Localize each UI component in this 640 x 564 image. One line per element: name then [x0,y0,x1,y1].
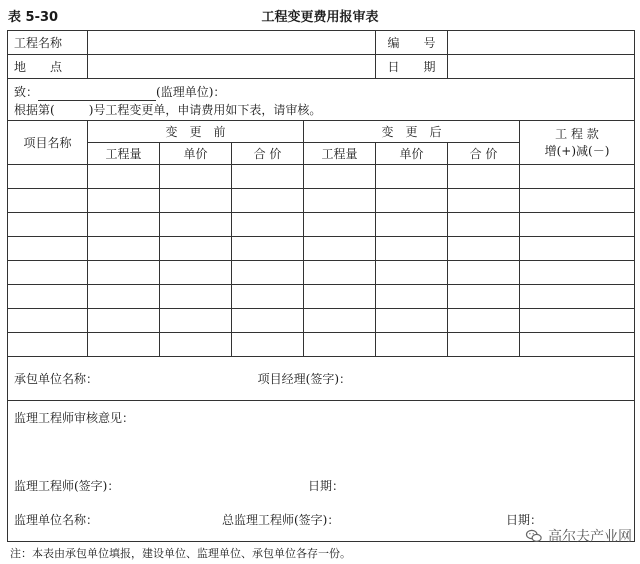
cell[interactable] [448,309,520,333]
watermark-text: 高尔夫产业网 [548,529,632,545]
item-name-header: 项目名称 [8,121,88,165]
letter-row [8,79,635,121]
cell[interactable] [8,309,88,333]
location-label: 地 点 [8,55,88,79]
footnote: 注：本表由承包单位填报，建设单位、监理单位、承包单位各存一份。 [10,547,351,560]
cell[interactable] [160,189,232,213]
cell[interactable] [160,309,232,333]
project-name-label: 工程名称 [8,31,88,55]
cell[interactable] [304,189,376,213]
cell[interactable] [8,333,88,357]
cell[interactable] [232,285,304,309]
number-field[interactable] [448,31,635,55]
table-row [8,333,635,357]
cell[interactable] [376,261,448,285]
info-row-2 [8,55,635,79]
cell[interactable] [88,189,160,213]
cell[interactable] [376,309,448,333]
letter-line-1 [14,83,628,101]
table-row [8,261,635,285]
cell[interactable] [232,165,304,189]
cell[interactable] [304,285,376,309]
table-row [8,213,635,237]
cell[interactable] [304,237,376,261]
cell[interactable] [232,261,304,285]
cell[interactable] [520,309,635,333]
contractor-unit-label: 承包单位名称： [14,372,99,386]
table-row [8,165,635,189]
cell[interactable] [520,237,635,261]
cell[interactable] [376,237,448,261]
cell[interactable] [160,213,232,237]
cell[interactable] [304,309,376,333]
cost-header-row-1 [8,121,635,143]
date-field[interactable] [448,55,635,79]
cell[interactable] [304,213,376,237]
cell[interactable] [304,165,376,189]
contractor-row [8,357,635,401]
cell[interactable] [160,261,232,285]
supervision-row [8,401,635,542]
to-suffix: (监理单位)： [156,85,226,99]
cell[interactable] [304,261,376,285]
cell[interactable] [520,189,635,213]
cell[interactable] [448,237,520,261]
cell[interactable] [520,165,635,189]
chief-engineer-sign-label: 总监理工程师(签字)： [222,513,340,527]
cell[interactable] [8,285,88,309]
table-row [8,285,635,309]
watermark [525,526,632,546]
number-label: 编 号 [376,31,448,55]
increase-decrease-label: 增(+)减(－) [544,143,610,158]
cell[interactable] [448,165,520,189]
review-opinion-label: 监理工程师审核意见： [14,411,135,425]
project-name-field[interactable] [88,31,376,55]
location-field[interactable] [88,55,376,79]
engineer-date-label: 日期： [308,479,345,493]
cell[interactable] [88,285,160,309]
cell[interactable] [232,189,304,213]
cell[interactable] [376,213,448,237]
after-change-header: 变 更 后 [304,121,520,143]
table-row [8,237,635,261]
cell[interactable] [8,237,88,261]
after-total-price-header: 合 价 [448,143,520,165]
cell[interactable] [8,165,88,189]
cell[interactable] [160,285,232,309]
cell[interactable] [88,213,160,237]
info-row-1 [8,31,635,55]
wechat-icon [525,527,543,545]
before-change-header: 变 更 前 [88,121,304,143]
cell[interactable] [376,285,448,309]
cell[interactable] [8,261,88,285]
line2-suffix: )号工程变更单，申请费用如下表，请审核。 [88,103,322,117]
project-manager-label: 项目经理(签字)： [257,372,352,386]
cell[interactable] [232,309,304,333]
line2-prefix: 根据第( [14,103,55,117]
cell[interactable] [520,285,635,309]
before-total-price-header: 合 价 [232,143,304,165]
cell[interactable] [448,213,520,237]
cell[interactable] [448,189,520,213]
engineer-sign-label: 监理工程师(签字)： [14,479,120,493]
after-unit-price-header: 单价 [376,143,448,165]
cell[interactable] [88,333,160,357]
cell[interactable] [304,333,376,357]
before-quantity-header: 工程量 [88,143,160,165]
cell[interactable] [160,333,232,357]
to-prefix: 致： [14,85,39,99]
cell[interactable] [232,333,304,357]
supervision-unit-blank[interactable] [38,88,156,101]
cell[interactable] [88,309,160,333]
table-row [8,309,635,333]
chief-date-label: 日期： [506,513,543,527]
cell[interactable] [88,261,160,285]
table-row [8,189,635,213]
supervision-unit-name-label: 监理单位名称： [14,513,99,527]
project-payment-header [520,121,635,165]
cell[interactable] [8,189,88,213]
table-number: 表 5-30 [8,10,59,25]
cell[interactable] [376,189,448,213]
cost-approval-form [7,30,635,542]
after-quantity-header: 工程量 [304,143,376,165]
cell[interactable] [520,213,635,237]
cell[interactable] [520,261,635,285]
project-payment-label: 工 程 款 [555,126,599,141]
cell[interactable] [376,165,448,189]
cell[interactable] [8,213,88,237]
form-title: 工程变更费用报审表 [261,10,379,25]
cell[interactable] [448,285,520,309]
date-label: 日 期 [376,55,448,79]
cell[interactable] [160,237,232,261]
cell[interactable] [448,333,520,357]
cell[interactable] [232,213,304,237]
cell[interactable] [448,261,520,285]
cell[interactable] [520,333,635,357]
cell[interactable] [232,237,304,261]
cell[interactable] [160,165,232,189]
cell[interactable] [88,165,160,189]
cell[interactable] [88,237,160,261]
before-unit-price-header: 单价 [160,143,232,165]
cell[interactable] [376,333,448,357]
letter-line-2 [14,101,628,119]
